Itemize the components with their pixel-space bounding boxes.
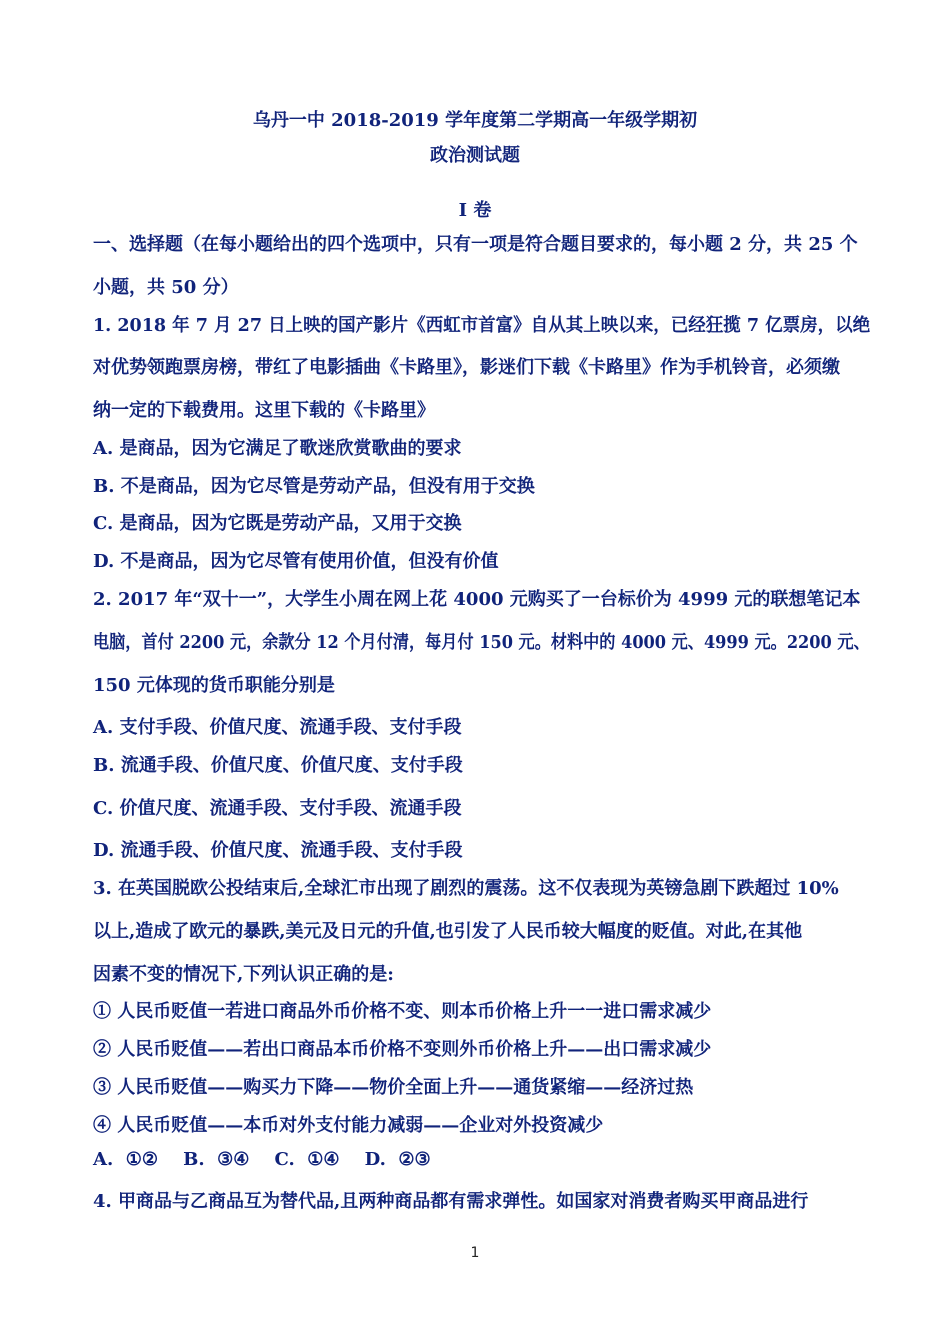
volume-label: I 卷: [458, 200, 492, 221]
question-1-stem: 纳一定的下载费用。这里下载的《卡路里》: [93, 400, 435, 421]
question-1-stem: 对优势领跑票房榜，带红了电影插曲《卡路里》，影迷们下载《卡路里》作为手机铃音，必须缴: [93, 357, 840, 378]
question-2-option-d: D. 流通手段、价值尺度、流通手段、支付手段: [93, 840, 463, 861]
question-3-item-3: ③ 人民币贬值——购买力下降——物价全面上升——通货紧缩——经济过热: [93, 1077, 694, 1098]
question-3-stem: 3. 在英国脱欧公投结束后,全球汇市出现了剧烈的震荡。这不仅表现为英镑急剧下跌超过 10%: [93, 878, 839, 899]
question-2-option-a: A. 支付手段、价值尺度、流通手段、支付手段: [93, 717, 462, 738]
exam-title: 乌丹一中 2018-2019 学年度第二学期高一年级学期初: [252, 110, 698, 131]
question-1-option-b: B. 不是商品，因为它尽管是劳动产品，但没有用于交换: [93, 476, 535, 497]
question-2-stem: 2. 2017 年“双十一”，大学生小周在网上花 4000 元购买了一台标价为 4999 元的联想笔记本: [93, 589, 861, 610]
question-2-stem: 电脑，首付 2200 元，余款分 12 个月付清，每月付 150 元。材料中的 4000 元、4999 元。2200 元、: [93, 632, 870, 653]
question-1-stem: 1. 2018 年 7 月 27 日上映的国产影片《西虹市首富》自从其上映以来，已经狂揽 7 亿票房，以绝: [93, 315, 871, 336]
question-2-option-b: B. 流通手段、价值尺度、价值尺度、支付手段: [93, 755, 463, 776]
question-3-stem: 因素不变的情况下,下列认识正确的是:: [93, 964, 394, 985]
exam-subtitle: 政治测试题: [430, 145, 520, 166]
page-number: 1: [470, 1245, 480, 1261]
question-1-option-d: D. 不是商品，因为它尽管有使用价值，但没有价值: [93, 551, 499, 572]
question-2-stem: 150 元体现的货币职能分别是: [93, 675, 335, 696]
question-3-item-1: ① 人民币贬值一若进口商品外币价格不变、则本币价格上升一一进口需求减少: [93, 1001, 712, 1022]
question-3-stem: 以上,造成了欧元的暴跌,美元及日元的升值,也引发了人民币较大幅度的贬值。对此,在其他: [93, 921, 803, 942]
section-heading-cont: 小题，共 50 分）: [93, 277, 239, 298]
question-3-options: A. ①② B. ③④ C. ①④ D. ②③: [93, 1149, 431, 1170]
question-1-option-c: C. 是商品，因为它既是劳动产品，又用于交换: [93, 513, 462, 534]
question-1-option-a: A. 是商品，因为它满足了歌迷欣赏歌曲的要求: [93, 438, 462, 459]
question-2-option-c: C. 价值尺度、流通手段、支付手段、流通手段: [93, 798, 462, 819]
question-3-item-4: ④ 人民币贬值——本币对外支付能力减弱——企业对外投资减少: [93, 1115, 604, 1136]
question-3-item-2: ② 人民币贬值——若出口商品本币价格不变则外币价格上升——出口需求减少: [93, 1039, 712, 1060]
question-4-stem: 4. 甲商品与乙商品互为替代品,且两种商品都有需求弹性。如国家对消费者购买甲商品进行: [93, 1191, 809, 1212]
section-heading: 一、选择题（在每小题给出的四个选项中，只有一项是符合题目要求的，每小题 2 分，共 25 个: [93, 234, 858, 255]
